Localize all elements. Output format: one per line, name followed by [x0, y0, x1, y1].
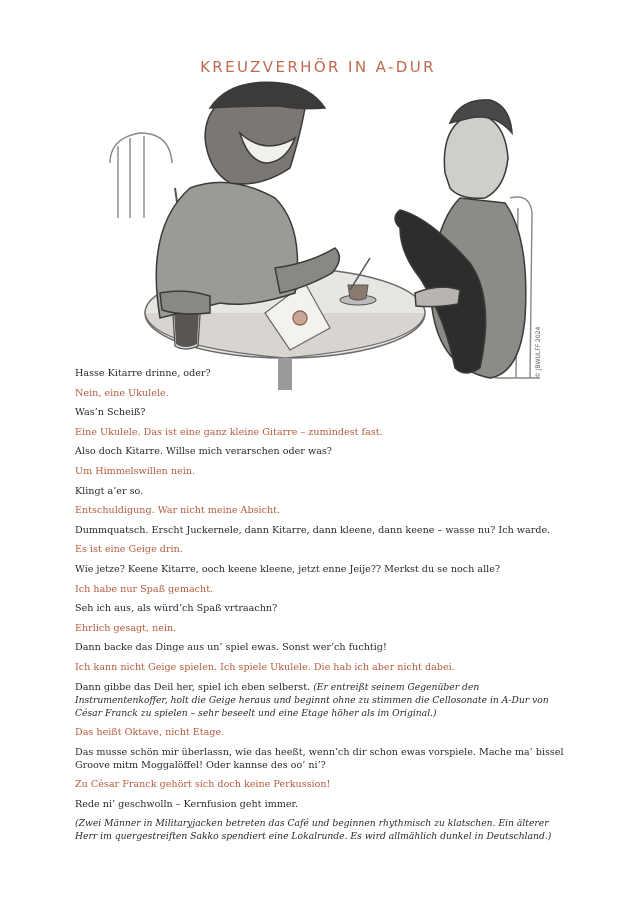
dialogue-line-a	[75, 798, 565, 811]
dialogue-line-b	[75, 426, 565, 439]
dialogue-line-b	[75, 583, 565, 596]
dialogue-text: Wie jetze? Keene Kitarre, ooch keene kleene, jetzt enne Jeije?? Merkst du se noch alle?	[75, 563, 501, 575]
dialogue-line-b	[75, 465, 565, 478]
dialogue-text: Klingt a’er so.	[75, 485, 144, 497]
dialogue-text: Eine Ukulele. Das ist eine ganz kleine Gitarre – zumindest fast.	[75, 426, 383, 438]
dialogue-text: Seh ich aus, als würd’ch Spaß vrtraachn?	[75, 603, 278, 615]
dialogue-text: Also doch Kitarre. Willse mich verarschen oder was?	[75, 446, 332, 458]
illustration-signature: © JBWULFF 2024	[535, 326, 542, 378]
dialogue-text: Ich habe nur Spaß gemacht.	[75, 583, 214, 595]
dialogue-line-a	[75, 563, 565, 576]
man-with-cap-figure	[156, 82, 339, 318]
dialogue-text: Nein, eine Ukulele.	[75, 387, 169, 399]
dialogue-text: Was’n Scheiß?	[75, 407, 146, 419]
dialogue-line-b	[75, 622, 565, 635]
dialogue-line-a	[75, 367, 565, 380]
dialogue-line-a	[75, 641, 565, 654]
dialogue-line-a	[75, 524, 565, 537]
dialogue-text: Ehrlich gesagt, nein.	[75, 622, 177, 634]
dialogue-text: Das musse schön mir überlassn, wie das heeßt, wenn’ch dir schon ewas vorspiele. Mache ma’ bissel Groove mitm Moggalöffel! Oder kannse des oo’ ni’?	[75, 746, 564, 771]
chair-left-icon	[110, 133, 172, 218]
dialogue-text: (Zwei Männer in Militaryjacken betreten das Café und beginnen rhythmisch zu klatschen. Ein älterer Herr im quergestreiften Sakko spendiert eine Lokalrunde. Es wird allmählich dunkel in Deutschland.)	[75, 818, 552, 843]
stage-direction-inline: (Er entreißt seinem Gegenüber den Instrumentenkoffer, holt die Geige heraus und beginnt ohne zu stimmen die Cellosonate in A-Dur von César Franck zu spielen – sehr beseelt und eine Etage höher als im Original.)	[75, 681, 549, 719]
dialogue-line-b	[75, 661, 565, 674]
dialogue-line-a	[75, 746, 565, 772]
dialogue-text: Hasse Kitarre drinne, oder?	[75, 368, 211, 379]
dialogue-line-a	[75, 445, 565, 458]
dialogue-text: Das heißt Oktave, nicht Etage.	[75, 727, 225, 739]
dialogue-line-a	[75, 485, 565, 498]
dialogue	[75, 367, 565, 850]
dialogue-text: Dann backe das Dinge aus un’ spiel ewas. Sonst wer’ch fuchtig!	[75, 642, 387, 654]
dialogue-line-b	[75, 726, 565, 739]
dialogue-line-a	[75, 406, 565, 419]
dialogue-text: Dummquatsch. Erscht Juckernele, dann Kitarre, dann kleene, dann keene – wasse nu? Ich warde.	[75, 524, 551, 536]
page-title: KREUZVERHÖR IN A-DUR	[200, 58, 436, 77]
stage-direction	[75, 817, 565, 843]
dialogue-text: Um Himmelswillen nein.	[75, 465, 196, 477]
dialogue-text: Rede ni’ geschwolln – Kernfusion geht immer.	[75, 798, 299, 810]
dialogue-line-b	[75, 778, 565, 791]
dialogue-line-a	[75, 602, 565, 615]
dialogue-line-b	[75, 387, 565, 400]
dialogue-text: Dann gibbe das Deil her, spiel ich eben selberst.	[75, 681, 311, 693]
man-with-violin-case-figure	[395, 100, 526, 378]
dialogue-text: Entschuldigung. War nicht meine Absicht.	[75, 505, 281, 517]
dialogue-text: Es ist eine Geige drin.	[75, 544, 183, 556]
dialogue-line-b	[75, 543, 565, 556]
dialogue-line-a	[75, 681, 565, 720]
dialogue-text: Zu César Franck gehört sich doch keine Perkussion!	[75, 779, 331, 791]
cafe-illustration	[100, 78, 550, 390]
dialogue-text: Ich kann nicht Geige spielen. Ich spiele Ukulele. Die hab ich aber nicht dabei.	[75, 661, 455, 673]
dialogue-line-b	[75, 504, 565, 517]
